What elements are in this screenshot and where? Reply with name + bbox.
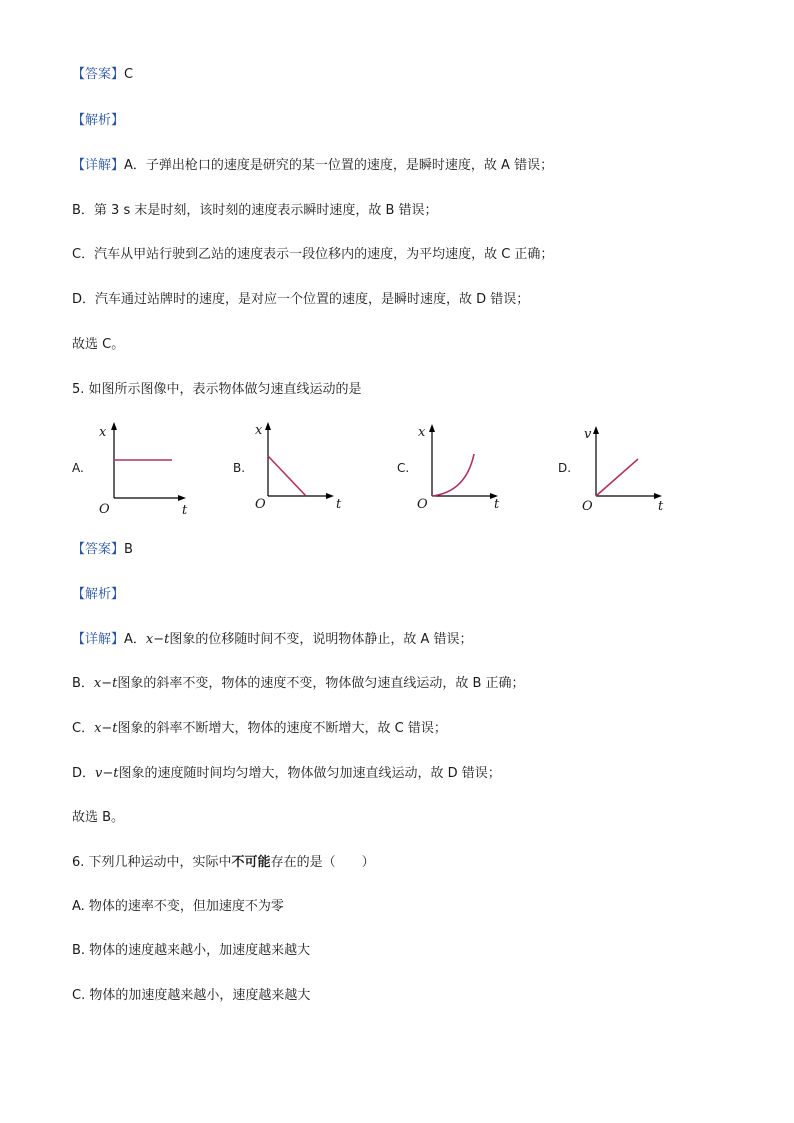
q6-question — [72, 854, 375, 872]
graph-symbol: v−t — [95, 766, 119, 781]
y-arrow — [593, 426, 599, 434]
q5-detail-line-a — [72, 631, 473, 649]
answer-tag: 【答案】 — [72, 67, 125, 82]
detail-tag: 【详解】 — [72, 158, 125, 173]
line-prefix: B． — [72, 676, 94, 691]
x-axis-letter: t — [336, 497, 342, 512]
q6-option-c: C. 物体的加速度越来越小，速度越来越大 — [72, 988, 311, 1003]
q5-option-c-label: C. — [397, 461, 410, 475]
q4-line-d: D．汽车通过站牌时的速度，是对应一个位置的速度，是瞬时速度，故 D 错误； — [72, 292, 530, 307]
graph-symbol: x−t — [94, 721, 118, 736]
q5-option-b-label: B. — [233, 461, 246, 475]
detail-tag: 【详解】 — [72, 632, 125, 647]
graph-curve — [268, 456, 306, 496]
line-prefix: C． — [72, 721, 95, 736]
q4-conclusion: 故选 C。 — [72, 337, 125, 352]
q4-detail-line-a — [72, 157, 553, 175]
q5-answer — [72, 541, 133, 559]
y-axis-letter: x — [99, 425, 107, 440]
line-text: 图象的斜率不变，物体的速度不变，物体做匀速直线运动，故 B 正确； — [117, 676, 525, 691]
question-emphasis: 不可能 — [231, 855, 271, 870]
q5-graph-a — [96, 420, 196, 520]
q5-line-b — [72, 675, 525, 693]
x-axis-letter: t — [658, 499, 664, 514]
y-arrow — [111, 422, 117, 430]
q5-graph-d — [580, 418, 680, 518]
q4-line-c: C．汽车从甲站行驶到乙站的速度表示一段位移内的速度，为平均速度，故 C 正确； — [72, 247, 554, 262]
q4-line-b: B．第 3 s 末是时刻，该时刻的速度表示瞬时速度，故 B 错误； — [72, 203, 438, 218]
line-text: 图象的速度随时间均匀增大，物体做匀加速直线运动，故 D 错误； — [118, 766, 501, 781]
q6-option-b: B. 物体的速度越来越小，加速度越来越大 — [72, 943, 311, 958]
q5-analysis-tag: 【解析】 — [72, 587, 125, 602]
question-post: 存在的是（ ） — [270, 855, 375, 870]
graph-symbol: x−t — [145, 632, 170, 647]
q5-option-a-label: A. — [72, 461, 84, 475]
line-prefix: D． — [72, 766, 96, 781]
graph-curve — [432, 454, 474, 496]
answer-value: B — [124, 542, 133, 557]
q4-answer — [72, 66, 133, 84]
y-arrow — [265, 422, 271, 430]
q5-option-d-label: D. — [558, 461, 572, 475]
x-arrow — [178, 495, 186, 501]
y-axis-letter: x — [418, 425, 426, 440]
origin-letter: O — [417, 497, 428, 512]
q5-line-d — [72, 765, 501, 783]
question-pre: 6. 下列几种运动中，实际中 — [72, 855, 232, 870]
graph-curve — [596, 459, 638, 496]
answer-value: C — [124, 67, 134, 82]
q4-analysis-tag: 【解析】 — [72, 113, 125, 128]
origin-letter: O — [582, 499, 593, 514]
x-axis-letter: t — [182, 503, 188, 518]
y-axis-letter: v — [584, 427, 592, 442]
origin-letter: O — [99, 502, 110, 517]
q5-question: 5. 如图所示图像中，表示物体做匀速直线运动的是 — [72, 382, 362, 397]
q4-line-a-text: A．子弹出枪口的速度是研究的某一位置的速度，是瞬时速度，故 A 错误； — [124, 158, 554, 173]
line-text: 图象的位移随时间不变，说明物体静止，故 A 错误； — [169, 632, 473, 647]
x-arrow — [326, 493, 334, 499]
line-prefix: A． — [124, 632, 146, 647]
q5-graph-c — [414, 418, 514, 518]
answer-tag: 【答案】 — [72, 542, 125, 557]
origin-letter: O — [255, 497, 266, 512]
y-axis-letter: x — [255, 423, 263, 438]
line-text: 图象的斜率不断增大，物体的速度不断增大，故 C 错误； — [117, 721, 447, 736]
q5-graph-b — [252, 418, 352, 518]
q5-line-c — [72, 720, 447, 738]
q6-option-a: A. 物体的速率不变，但加速度不为零 — [72, 899, 284, 914]
q5-conclusion: 故选 B。 — [72, 810, 125, 825]
y-arrow — [429, 424, 435, 432]
graph-symbol: x−t — [93, 676, 118, 691]
x-axis-letter: t — [494, 497, 500, 512]
